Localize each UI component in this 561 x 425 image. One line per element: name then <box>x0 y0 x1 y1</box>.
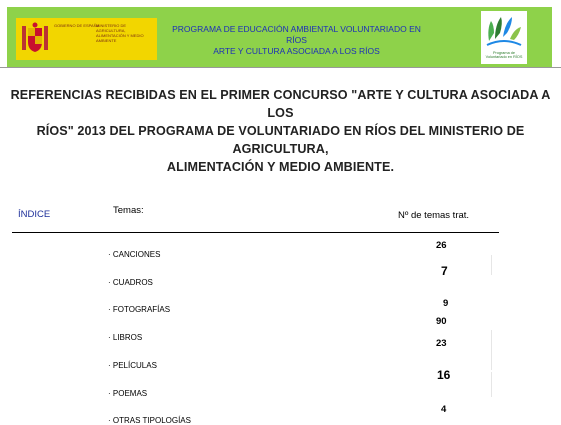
page-title-line3: ALIMENTACIÓN Y MEDIO AMBIENTE. <box>166 160 395 174</box>
banner-title <box>169 24 424 57</box>
divider <box>491 255 492 275</box>
program-logo-text: Programa de Voluntariado en RÍOS <box>485 51 523 60</box>
hands-logo-icon <box>481 11 527 51</box>
gobierno-label: GOBIERNO DE ESPAÑA <box>54 23 100 28</box>
page-title <box>10 86 551 176</box>
table-row-tema: · CUADROS <box>108 278 153 287</box>
num-temas-header: Nº de temas trat. <box>398 210 470 221</box>
table-row-num: 90 <box>436 316 447 327</box>
spain-coat-of-arms-icon <box>20 22 50 56</box>
table-row-num: 26 <box>436 240 447 251</box>
page-title-line2: RÍOS" 2013 DEL PROGRAMA DE VOLUNTARIADO EN RÍOS DEL MINISTERIO DE AGRICULTURA, <box>36 124 525 156</box>
table-row-num: 4 <box>441 404 447 415</box>
program-logo <box>481 11 527 64</box>
table-row-tema: · OTRAS TIPOLOGÍAS <box>108 416 191 425</box>
table-row-tema: · PELÍCULAS <box>108 361 157 370</box>
divider <box>491 372 492 397</box>
ministerio-label: MINISTERIO DE AGRICULTURA, ALIMENTACIÓN Y MEDIO AMBIENTE <box>96 23 144 43</box>
table-row-tema: · CANCIONES <box>108 250 161 259</box>
table-row-tema: · LIBROS <box>108 333 143 342</box>
table-row-num: 7 <box>441 264 448 278</box>
indice-label: ÍNDICE <box>18 209 51 220</box>
table-row-num: 9 <box>443 298 449 309</box>
page-title-line1: REFERENCIAS RECIBIDAS EN EL PRIMER CONCURSO "ARTE Y CULTURA ASOCIADA A LOS <box>10 88 551 120</box>
banner-title-line2: ARTE Y CULTURA ASOCIADA A LOS RÍOS <box>213 46 380 56</box>
table-row-num: 23 <box>436 338 447 349</box>
ministry-logo <box>16 18 157 60</box>
table-row-num: 16 <box>437 368 451 382</box>
header-divider <box>12 232 499 233</box>
header-banner <box>7 7 552 67</box>
table-row-tema: · FOTOGRAFÍAS <box>108 305 171 314</box>
temas-header: Temas: <box>113 205 144 216</box>
table-row-tema: · POEMAS <box>108 389 148 398</box>
divider <box>0 67 561 68</box>
banner-title-line1: PROGRAMA DE EDUCACIÓN AMBIENTAL VOLUNTARIADO EN RÍOS <box>172 24 421 45</box>
divider <box>491 330 492 370</box>
